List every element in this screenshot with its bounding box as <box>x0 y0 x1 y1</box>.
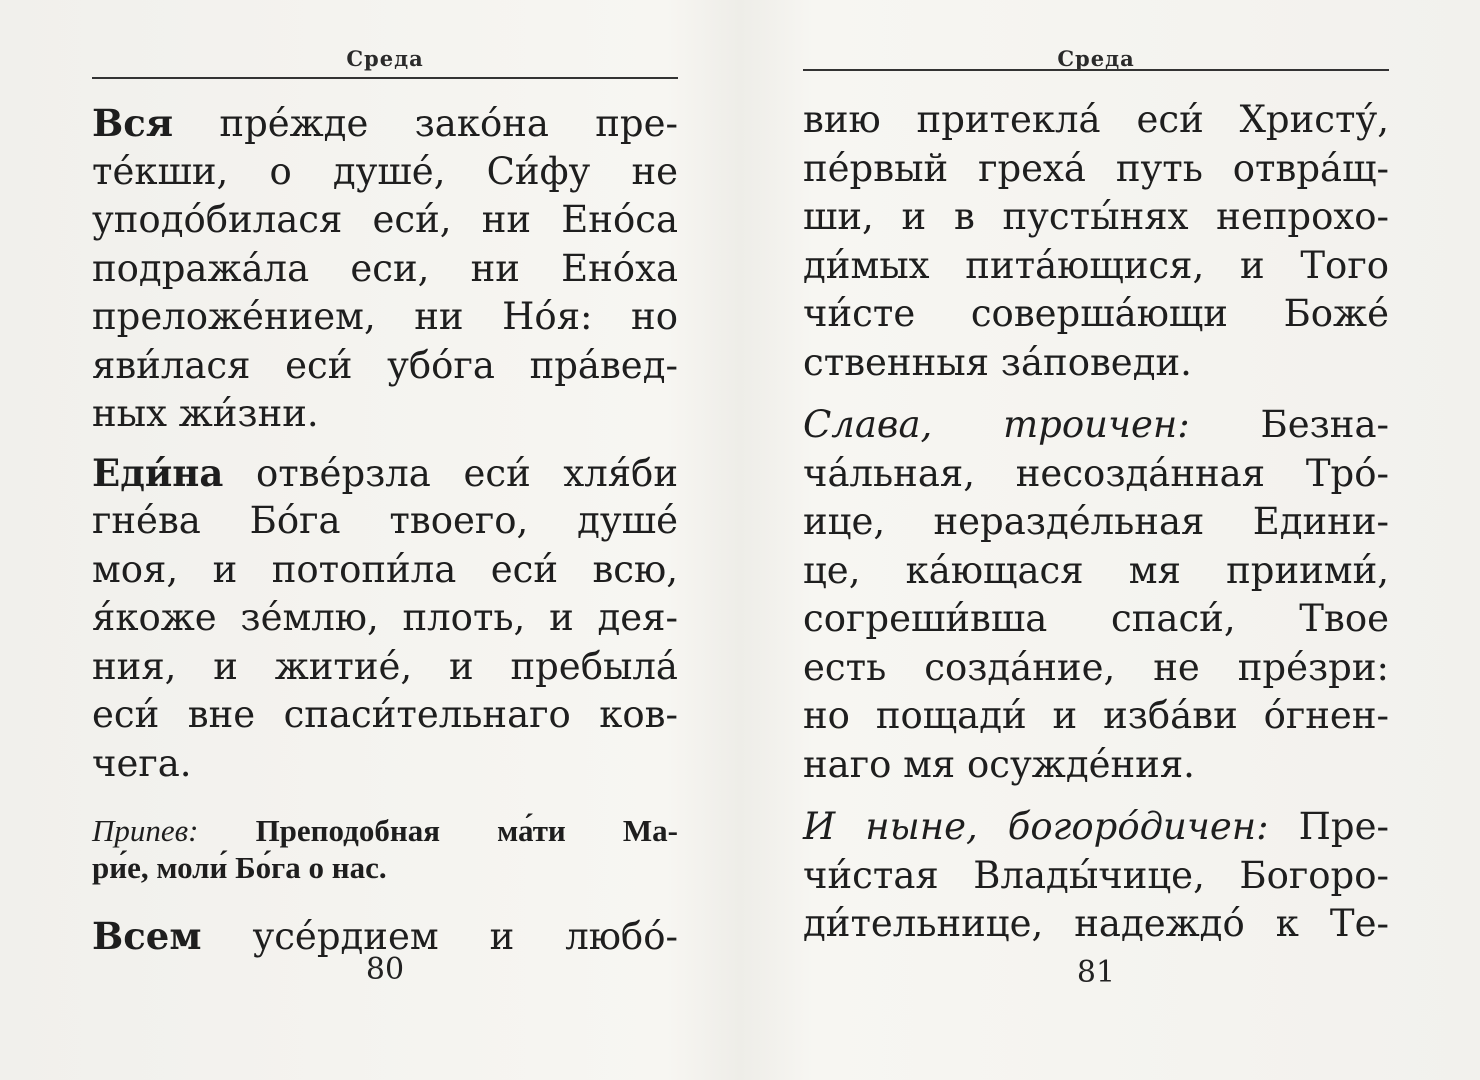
text-line: ице, нераздéльная Едини- <box>803 500 1389 543</box>
page-number: 81 <box>1076 955 1116 990</box>
text-line: гне́ва Бо́га твоего, душе́ <box>92 499 678 542</box>
running-head: Среда <box>1057 46 1135 71</box>
text-line: преложе́нием, ни Но́я: но <box>92 295 678 338</box>
header-rule <box>92 77 678 79</box>
text-line: ния, и житие́, и пребыла́ <box>92 644 678 688</box>
paragraph-3 <box>803 803 1389 949</box>
text-line: ственныя за́поведи. <box>803 340 1192 384</box>
rubric-label: Слава, троичен: <box>803 403 1190 446</box>
text-line: чи́сте соверша́ющи Боже́ <box>803 292 1389 335</box>
text-line: еси́ вне спаси́тельнаго ков- <box>92 693 678 736</box>
text-line: те́кши, о душе́, Си́фу не <box>92 149 678 193</box>
text-line: ных жи́зни. <box>92 392 319 435</box>
text-line: яви́лася еси́ убо́га пра́вед- <box>92 343 678 387</box>
rubric-label: И ныне, богоро́дичен: <box>803 805 1269 848</box>
text-line: подража́ла еси, ни Ено́ха <box>92 246 678 290</box>
paragraph-lead: Еди́на <box>92 450 224 495</box>
text-line: вию притекла́ еси́ Христу́, <box>803 98 1389 141</box>
text-line: ча́льная, несозда́нная Тро́- <box>803 451 1389 495</box>
text-line: пе́рвый греха́ путь отвра́щ- <box>803 146 1389 190</box>
text-line: чи́стая Влады́чице, Богоро- <box>803 853 1389 897</box>
text-line: моя, и потопи́ла еси́ всю, <box>92 547 678 591</box>
text-line: я́коже зе́млю, плоть, и дея- <box>92 596 678 639</box>
refrain <box>92 812 678 886</box>
paragraph-2 <box>803 401 1389 789</box>
text-line: отве́рзла еси́ хля́би <box>223 451 678 495</box>
text-line: Безна- <box>1189 403 1390 446</box>
text-line: есть созда́ние, не пре́зри: <box>803 645 1389 689</box>
header-rule <box>803 69 1389 71</box>
refrain-label: Припев: <box>92 813 199 848</box>
text-line: ши, и в пусты́нях непрохо- <box>803 195 1389 238</box>
text-line: ди́тельнице, надеждо́ к Те- <box>803 902 1389 945</box>
body-text <box>92 99 678 961</box>
paragraph-2 <box>92 449 678 789</box>
text-line: це, ка́ющася мя приими́, <box>803 548 1389 592</box>
left-page <box>92 0 678 1080</box>
body-text <box>803 96 1389 949</box>
text-line: чега. <box>92 741 192 785</box>
text-line: наго мя осужде́ния. <box>803 742 1195 786</box>
text-line: пре́жде зако́на пре- <box>173 102 678 145</box>
running-head: Среда <box>346 46 424 71</box>
text-line: согреши́вша спаси́, Твое <box>803 597 1389 640</box>
text-line: но пощади́ и изба́ви о́гнен- <box>803 694 1389 737</box>
paragraph-1 <box>92 99 678 439</box>
right-page <box>803 0 1389 1080</box>
text-line: усе́рдием и любо́- <box>201 915 678 958</box>
paragraph-lead: Вся <box>92 101 174 145</box>
text-line: Пре- <box>1268 805 1389 848</box>
text-line: ди́мых пита́ющися, и Того <box>803 243 1389 287</box>
refrain-line: Преподобная ма́ти Ма- <box>198 813 678 848</box>
paragraph-lead: Всем <box>92 914 202 958</box>
text-line: уподо́билася еси́, ни Ено́са <box>92 198 678 241</box>
paragraph-1 <box>803 96 1389 387</box>
page-number: 80 <box>365 952 405 987</box>
refrain-line: ри́е, моли́ Бо́га о нас. <box>92 850 387 885</box>
